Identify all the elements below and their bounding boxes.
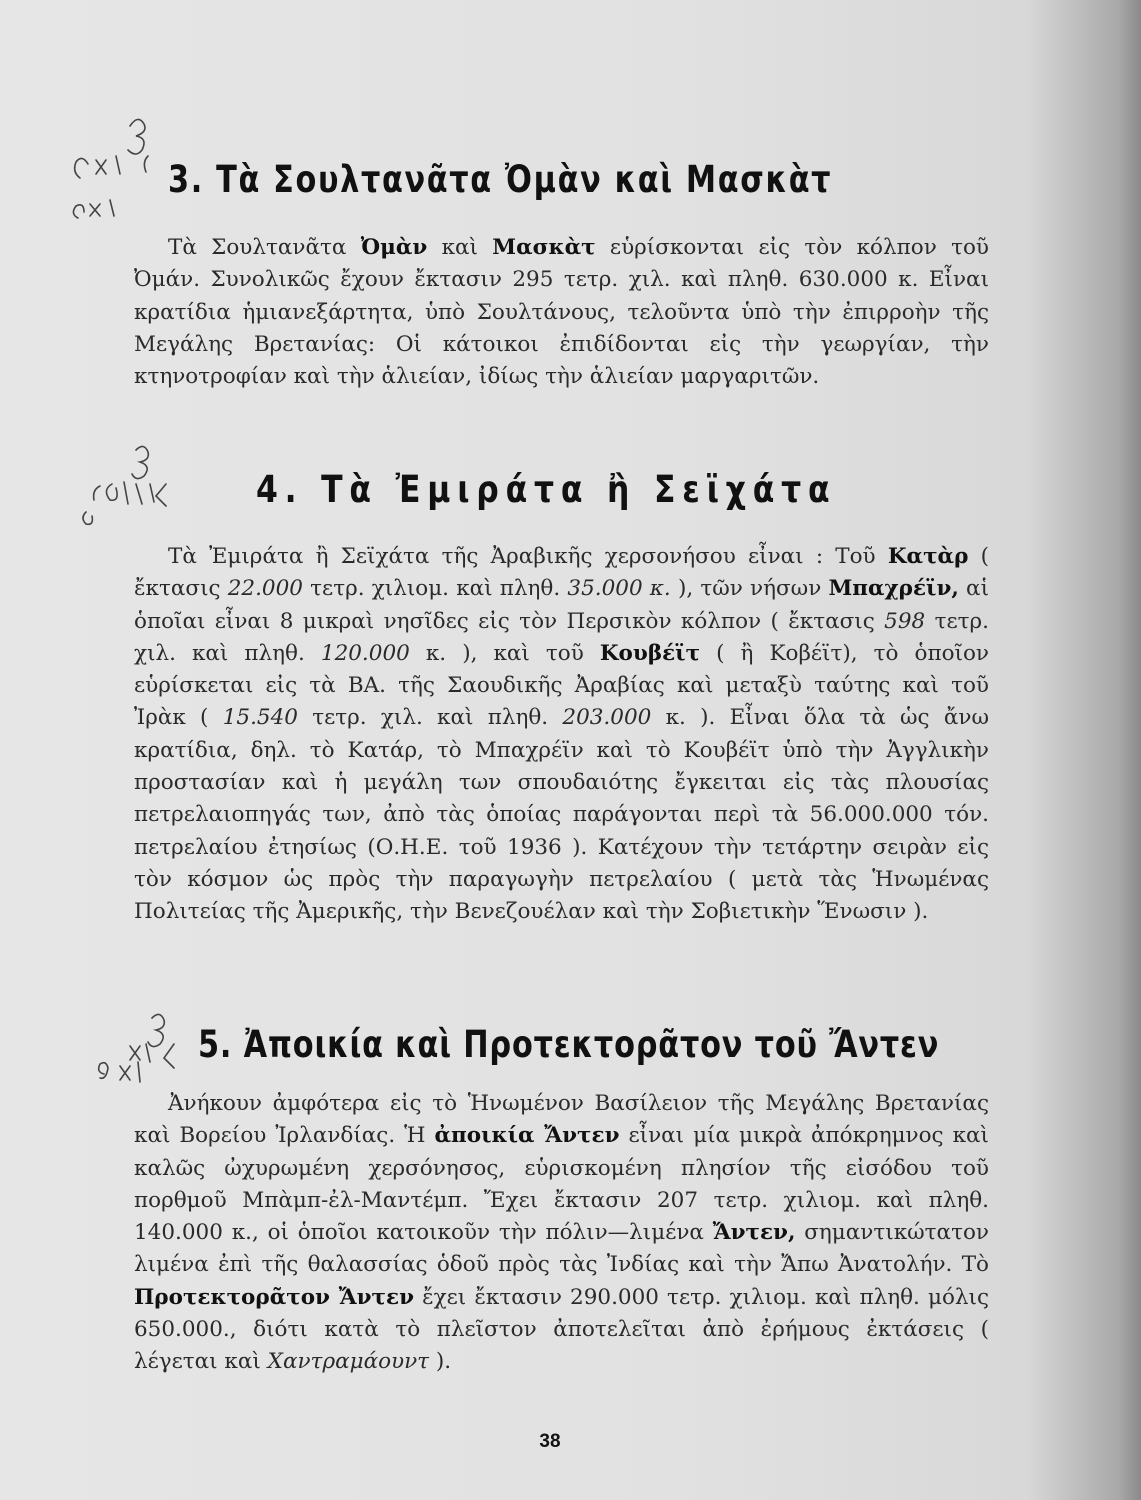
section-4-paragraph [134, 541, 989, 929]
text-run: Ἀνήκουν ἀμφότερα εἰς τὸ Ἡνωμένον Βασίλειον τῆς Μεγάλης Βρετανίας καὶ Βορείου Ἰρλανδίας. Ἡ [134, 1091, 989, 1149]
bold-term: Κατὰρ [887, 544, 969, 569]
text-run: εὑρίσκονται εἰς τὸν κόλπον τοῦ Ὀμάν. Συνολικῶς ἔχουν ἔκτασιν 295 τετρ. χιλ. καὶ πληθ. 630.000 κ. Εἶναι κρατίδια ἡμιανεξάρτητα, ὑπὸ Σουλτάνους, τελοῦντα ὑπὸ τὴν ἐπιρροὴν τῆς Μεγάλης Βρετανίας: Οἱ κάτοικοι ἐπιδίδονται εἰς τὴν γεωργίαν, τὴν κτηνοτροφίαν καὶ τὴν ἁλιείαν, ἰδίως τὴν ἁλιείαν μαργαριτῶν. [134, 235, 989, 390]
margin-scribble-section-4 [70, 440, 180, 550]
text-run: κ. ). Εἶναι ὅλα τὰ ὡς ἄνω κρατίδια, δηλ. τὸ Κατάρ, τὸ Μπαχρέϊν καὶ τὸ Κουβέϊτ ὑπὸ τὴν Ἀγγλικὴν προστασίαν καὶ ἡ μεγάλη των σπουδαιότης ἔγκειται εἰς τὰς πλουσίας πετρελαιοπηγάς των, ἀπὸ τὰς ὁποίας παράγονται περὶ τὰ 56.000.000 τόν. πετρελαίου ἐτησίως (Ο.Η.Ε. τοῦ 1936 ). Κατέχουν τὴν τετάρτην σειρὰν εἰς τὸν κόσμον ὡς πρὸς τὴν παραγωγὴν πετρελαίου ( μετὰ τὰς Ἡνωμένας Πολιτείας τῆς Ἀμερικῆς, τὴν Βενεζουέλαν καὶ τὴν Σοβιετικὴν Ἕνωσιν ). [134, 705, 989, 925]
section-5-heading: 5. Ἀποικία καὶ Προτεκτορᾶτον τοῦ Ἄντεν [198, 1023, 940, 1066]
text-run: καὶ [427, 235, 493, 260]
text-run: ), τῶν νήσων [670, 576, 829, 602]
text-run: τετρ. χιλ. καὶ πληθ. [134, 608, 989, 666]
bold-term: Προτεκτορᾶτον Ἄντεν [134, 1284, 414, 1310]
bold-term: Ὀμὰν [360, 235, 428, 260]
italic-figure: 35.000 κ. [567, 576, 671, 602]
text-run: ( ἔκτασις [134, 544, 989, 602]
bold-term: Μασκὰτ [492, 235, 596, 260]
section-3-paragraph [134, 232, 989, 393]
section-3-heading: 3. Τὰ Σουλτανᾶτα Ὀμὰν καὶ Μασκὰτ [168, 158, 833, 201]
bold-term: Ἄντεν, [712, 1220, 796, 1246]
text-run: ). [429, 1349, 452, 1375]
text-run: Τὰ Σουλτανᾶτα [168, 235, 361, 260]
italic-figure: Χαντραμάουντ [267, 1349, 430, 1375]
italic-figure: 120.000 [320, 640, 410, 666]
text-run: τετρ. χιλ. καὶ πληθ. [297, 705, 563, 731]
italic-figure: 22.000 [227, 576, 303, 602]
margin-scribble-section-3 [60, 108, 170, 238]
bold-term: Κουβέϊτ [599, 640, 701, 666]
text-run: ( ἢ Κοβέϊτ), τὸ ὁποῖον εὑρίσκεται εἰς τὰ ΒΑ. τῆς Σαουδικῆς Ἀραβίας καὶ μεταξὺ ταύτης καὶ τοῦ Ἰρὰκ ( [134, 640, 989, 731]
text-run: ἔχει ἔκτασιν 290.000 τετρ. χιλιομ. καὶ πληθ. μόλις 650.000., διότι κατὰ τὸ πλεῖστον ἀποτελεῖται ἀπὸ ἐρήμους ἐκτάσεις ( λέγεται καὶ [134, 1284, 989, 1375]
italic-figure: 598 [884, 608, 926, 634]
page-number: 38 [539, 1431, 561, 1452]
text-run: κ. ), καὶ τοῦ [409, 640, 600, 666]
bold-term: Μπαχρέϊν, [828, 576, 959, 602]
text-run: σημαντικώτατον λιμένα ἐπὶ τῆς θαλασσίας ὁδοῦ πρὸς τὰς Ἰνδίας καὶ τὴν Ἄπω Ἀνατολήν. Τὸ [134, 1220, 989, 1278]
section-4-heading: 4. Τὰ Ἐμιράτα ἢ Σεϊχάτα [256, 468, 837, 511]
text-run: αἱ ὁποῖαι εἶναι 8 μικραὶ νησῖδες εἰς τὸν Περσικὸν κόλπον ( ἔκτασις [134, 576, 989, 634]
bold-term: ἀποικία Ἄντεν [434, 1123, 620, 1149]
text-run: τετρ. χιλιομ. καὶ πληθ. [302, 576, 568, 602]
section-5-paragraph [134, 1088, 989, 1379]
text-run: Τὰ Ἐμιράτα ἢ Σεϊχάτα τῆς Ἀραβικῆς χερσονήσου εἶναι : Τοῦ [168, 544, 888, 569]
italic-figure: 203.000 [562, 705, 652, 731]
italic-figure: 15.540 [222, 705, 298, 731]
text-run: εἶναι μία μικρὰ ἀπόκρημνος καὶ καλῶς ὠχυρωμένη χερσόνησος, εὑρισκομένη πλησίον τῆς εἰσόδου τοῦ πορθμοῦ Μπὰμπ-ἐλ-Μαντέμπ. Ἔχει ἔκτασιν 207 τετρ. χιλιομ. καὶ πληθ. 140.000 κ., οἱ ὁποῖοι κατοικοῦν τὴν πόλιν—λιμένα [134, 1123, 989, 1246]
